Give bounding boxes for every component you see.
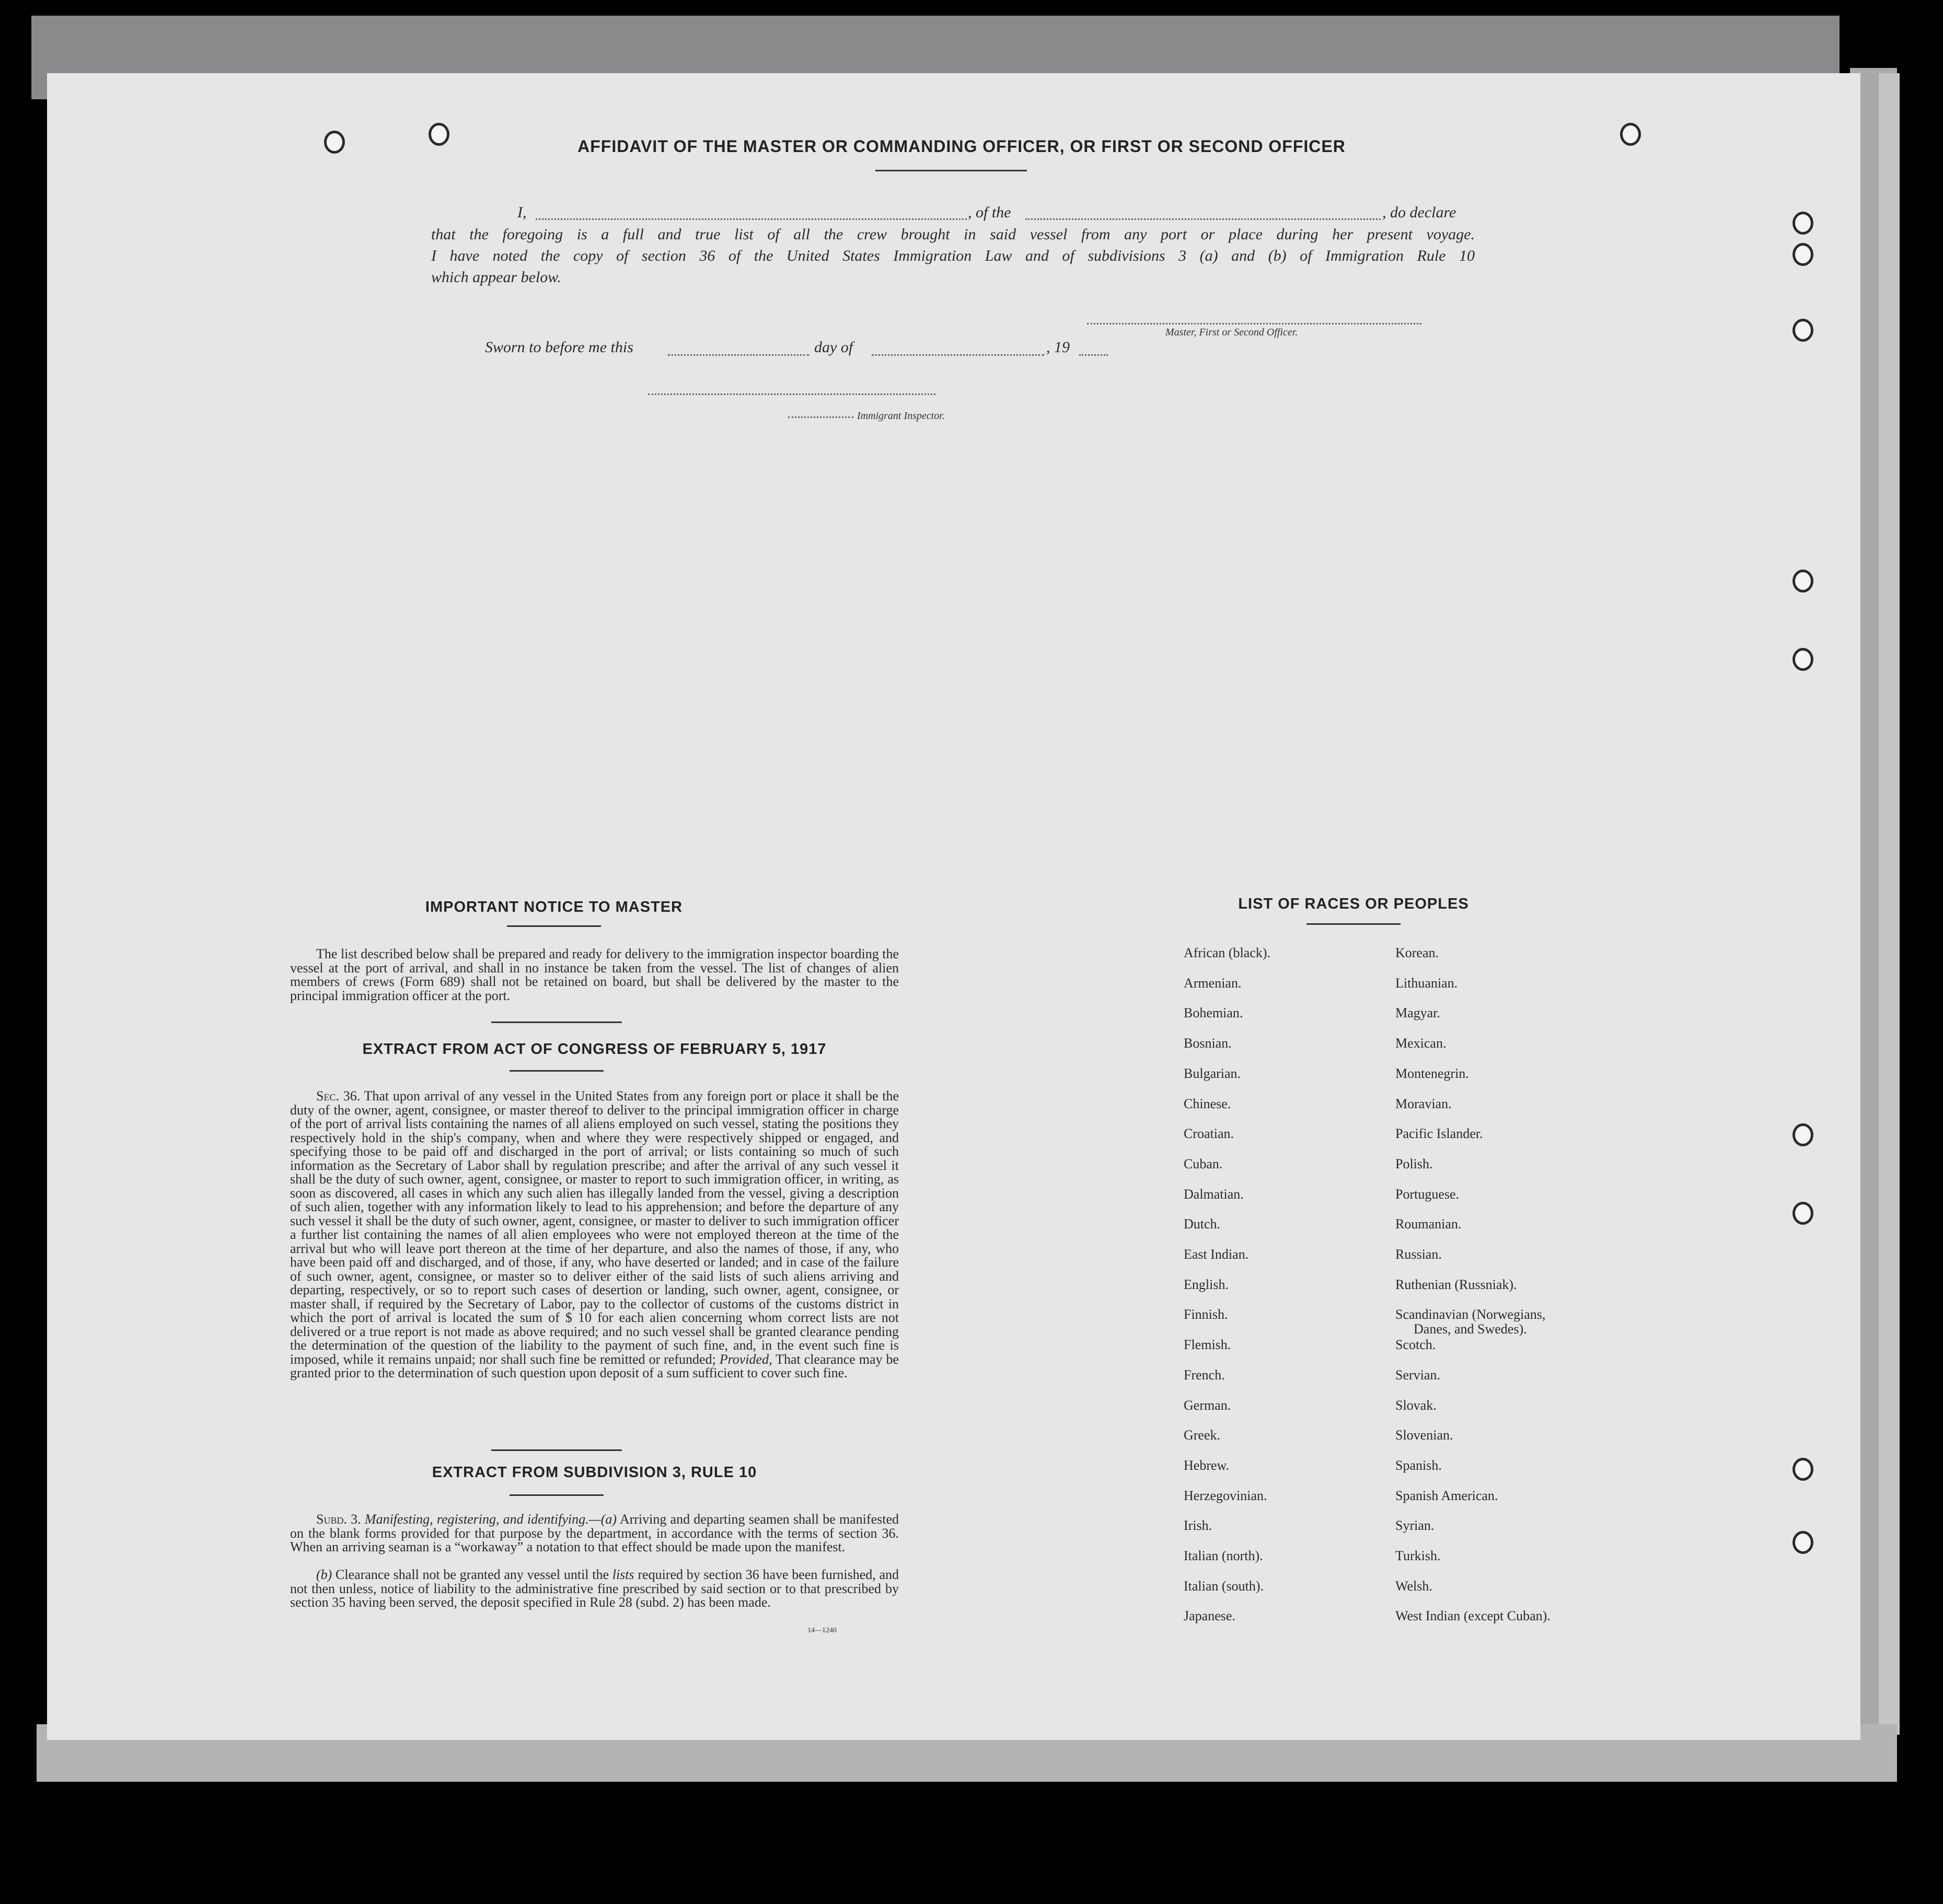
subd-label: Subd. 3.	[316, 1512, 361, 1527]
subd-title: Manifesting, registering, and identifying.—(a)	[364, 1512, 617, 1527]
race-item: Flemish.	[1184, 1337, 1231, 1353]
race-item: Slovenian.	[1395, 1427, 1453, 1443]
name-blank[interactable]	[536, 218, 967, 220]
binder-hole	[1792, 1531, 1813, 1554]
race-item: Bohemian.	[1184, 1005, 1243, 1021]
heading-underline	[875, 170, 1027, 171]
race-item: Montenegrin.	[1395, 1065, 1469, 1081]
subd-text-b1: Clearance shall not be granted any vessel until the	[336, 1567, 609, 1582]
races-heading: LIST OF RACES OR PEOPLES	[1238, 896, 1469, 912]
race-item: Croatian.	[1184, 1126, 1234, 1142]
heading-underline	[510, 1494, 604, 1496]
race-item: Russian.	[1395, 1247, 1442, 1262]
race-item: Japanese.	[1184, 1608, 1235, 1624]
race-item: Chinese.	[1184, 1096, 1231, 1111]
race-item: Dutch.	[1184, 1216, 1221, 1232]
subdivision-heading: EXTRACT FROM SUBDIVISION 3, RULE 10	[432, 1464, 757, 1481]
heading-underline	[507, 925, 601, 927]
binder-hole	[1792, 1202, 1813, 1225]
race-item: Portuguese.	[1395, 1186, 1460, 1202]
binder-hole	[1792, 1123, 1813, 1146]
race-item: Turkish.	[1395, 1548, 1441, 1563]
race-item: Pacific Islander.	[1395, 1126, 1483, 1142]
act-heading: EXTRACT FROM ACT OF CONGRESS OF FEBRUARY 5, 1917	[362, 1041, 827, 1058]
race-item: Moravian.	[1395, 1096, 1452, 1111]
subd-b-lists: lists	[612, 1567, 634, 1582]
binder-hole	[1792, 648, 1813, 671]
affidavit-line-1: that the foregoing is a full and true list of all the crew brought in said vessel from any port or place during her present voyage.	[431, 226, 1475, 243]
race-item: African (black).	[1184, 945, 1271, 960]
race-item: Italian (south).	[1184, 1578, 1264, 1594]
race-item: Korean.	[1395, 945, 1439, 960]
year-blank[interactable]	[1079, 354, 1108, 356]
binder-hole	[1792, 1458, 1813, 1481]
race-item: Armenian.	[1184, 975, 1242, 991]
inspector-caption: Immigrant Inspector.	[857, 410, 945, 422]
form-number: 14—1240	[807, 1627, 837, 1634]
race-item: Slovak.	[1395, 1397, 1437, 1413]
month-blank[interactable]	[872, 354, 1044, 356]
affidavit-line-2: I have noted the copy of section 36 of the United States Immigration Law and of subdivisions 3 (a) and (b) of Immigration Rule 10	[431, 247, 1475, 264]
race-item: Mexican.	[1395, 1036, 1447, 1051]
race-item: East Indian.	[1184, 1247, 1249, 1262]
heading-underline	[1306, 923, 1401, 925]
race-item: Bosnian.	[1184, 1036, 1232, 1051]
notice-heading: IMPORTANT NOTICE TO MASTER	[425, 899, 683, 915]
inspector-signature-blank[interactable]	[648, 393, 935, 395]
subd-b-label: (b)	[316, 1567, 332, 1582]
race-item: French.	[1184, 1367, 1225, 1383]
affidavit-of-the: , of the	[968, 204, 1011, 221]
race-item: Welsh.	[1395, 1578, 1432, 1594]
race-item: Greek.	[1184, 1427, 1221, 1443]
inspector-lead-blank	[788, 416, 853, 418]
binder-hole	[1792, 212, 1813, 235]
race-item: Scandinavian (Norwegians,	[1395, 1307, 1546, 1322]
binder-hole	[324, 131, 345, 154]
race-item: Italian (north).	[1184, 1548, 1263, 1563]
race-item: Bulgarian.	[1184, 1065, 1241, 1081]
section-rule	[491, 1449, 622, 1451]
year-label: , 19	[1046, 339, 1070, 356]
subd-text-a: Arriving and departing seamen shall be manifested on the blank forms provided for that purpose by the department, in accordance with the terms of section 36. When an arriving seaman is a “workaway” a notation to that effect should be made upon the manifest.	[290, 1512, 899, 1554]
affidavit-heading: AFFIDAVIT OF THE MASTER OR COMMANDING OFFICER, OR FIRST OR SECOND OFFICER	[577, 137, 1346, 156]
section-rule	[491, 1021, 622, 1023]
sworn-label: Sworn to before me this	[485, 339, 633, 356]
race-item: Cuban.	[1184, 1156, 1223, 1171]
act-body: That upon arrival of any vessel in the United States from any foreign port or place it shall be the duty of the owner, agent, consignee, or master thereof to deliver to the principal immigration officer in charge of the port of arrival lists containing the names of all aliens employed on such vessel, stating the positions they respectively hold in the ship's company, when and where they were respectively shipped or engaged, and specifying those to be paid off and discharged in the port of arrival; or lists containing so much of such information as the Secretary of Labor shall by regulation prescribe; and after the arrival of any such vessel it shall be the duty of such owner, agent, consignee, or master to report to such immigration officer, in writing, as soon as discovered, all cases in which any such alien has illegally landed from the vessel, giving a description of such alien, together with any information likely to lead to his apprehension; and before the departure of any such vessel it shall be the duty of such owner, agent, consignee, or master to deliver to such immigration officer a further list containing the names of all alien employees who were not employed thereon at the time of the arrival but who will leave port thereon at the time of her departure, and also the names of those, if any, who have been paid off and discharged, and of those, if any, who have deserted or landed; and in case of the failure of such owner, agent, consignee, or master so to deliver either of the said lists of such aliens arriving and departing, respectively, or so to report such cases of desertion or landing, such owner, agent, consignee, or master shall, if required by the Secretary of Labor, pay to the collector of customs of the customs district in which the port of arrival is located the sum of $ 10 for each alien concerning whom correct lists are not delivered or a true report is not made as above required; and no such vessel shall be granted clearance pending the determination of the question of the liability to the payment of such fine, and, in the event such fine is imposed, while it remains unpaid; nor shall such fine be remitted or refunded;	[290, 1088, 899, 1367]
subd-text-b2: required by section 36 have been furnished, and not then unless, notice of liability to the administrative fine prescribed by said section or to that prescribed by section 35 having been served, the deposit specified in Rule 28 (subd. 2) has been made.	[290, 1567, 899, 1610]
binder-hole	[1792, 319, 1813, 342]
race-item: Roumanian.	[1395, 1216, 1462, 1232]
race-item: English.	[1184, 1276, 1229, 1292]
race-item: German.	[1184, 1397, 1231, 1413]
race-item: Hebrew.	[1184, 1457, 1230, 1473]
race-item: Herzegovinian.	[1184, 1488, 1267, 1503]
document-page	[47, 73, 1860, 1740]
subdivision-para-b	[290, 1568, 899, 1610]
act-provided: Provided,	[719, 1351, 772, 1367]
vessel-blank[interactable]	[1025, 218, 1381, 220]
paper-stack-right-edge-inner	[1879, 73, 1900, 1735]
race-item: West Indian (except Cuban).	[1395, 1608, 1551, 1624]
binder-hole	[1792, 570, 1813, 593]
race-item: Ruthenian (Russniak).	[1395, 1276, 1517, 1292]
affidavit-i: I,	[517, 204, 527, 221]
race-item: Spanish American.	[1395, 1488, 1498, 1503]
signature-caption: Master, First or Second Officer.	[1165, 327, 1298, 338]
race-item: Scotch.	[1395, 1337, 1436, 1353]
race-item: Polish.	[1395, 1156, 1433, 1171]
notice-text: The list described below shall be prepared and ready for delivery to the immigration inspector boarding the vessel at the port of arrival, and shall in no instance be taken from the vessel. The list of changes of alien members of crews (Form 689) shall not be retained on board, but shall be delivered by the master to the principal immigration officer at the port.	[290, 946, 899, 1003]
race-item-continuation: Danes, and Swedes).	[1414, 1321, 1527, 1337]
day-blank[interactable]	[668, 354, 809, 356]
binder-hole	[429, 123, 449, 146]
race-item: Dalmatian.	[1184, 1186, 1244, 1202]
act-section-label: Sec. 36.	[316, 1088, 361, 1104]
affidavit-line-3: which appear below.	[431, 269, 561, 286]
binder-hole	[1620, 123, 1641, 146]
act-text	[290, 1089, 899, 1380]
subdivision-para-a	[290, 1513, 899, 1554]
heading-underline	[510, 1070, 604, 1072]
act-body-end: That clearance may be granted prior to the determination of such question upon deposit of a sum sufficient to cover such fine.	[290, 1351, 899, 1380]
race-item: Magyar.	[1395, 1005, 1440, 1021]
race-item: Syrian.	[1395, 1518, 1435, 1534]
race-item: Irish.	[1184, 1518, 1212, 1534]
affidavit-do-declare: , do declare	[1382, 204, 1456, 221]
race-item: Lithuanian.	[1395, 975, 1458, 991]
day-of-label: day of	[814, 339, 853, 356]
signature-blank[interactable]	[1087, 323, 1421, 324]
race-item: Finnish.	[1184, 1307, 1228, 1322]
race-item: Spanish.	[1395, 1457, 1442, 1473]
race-item: Servian.	[1395, 1367, 1440, 1383]
binder-hole	[1792, 243, 1813, 266]
